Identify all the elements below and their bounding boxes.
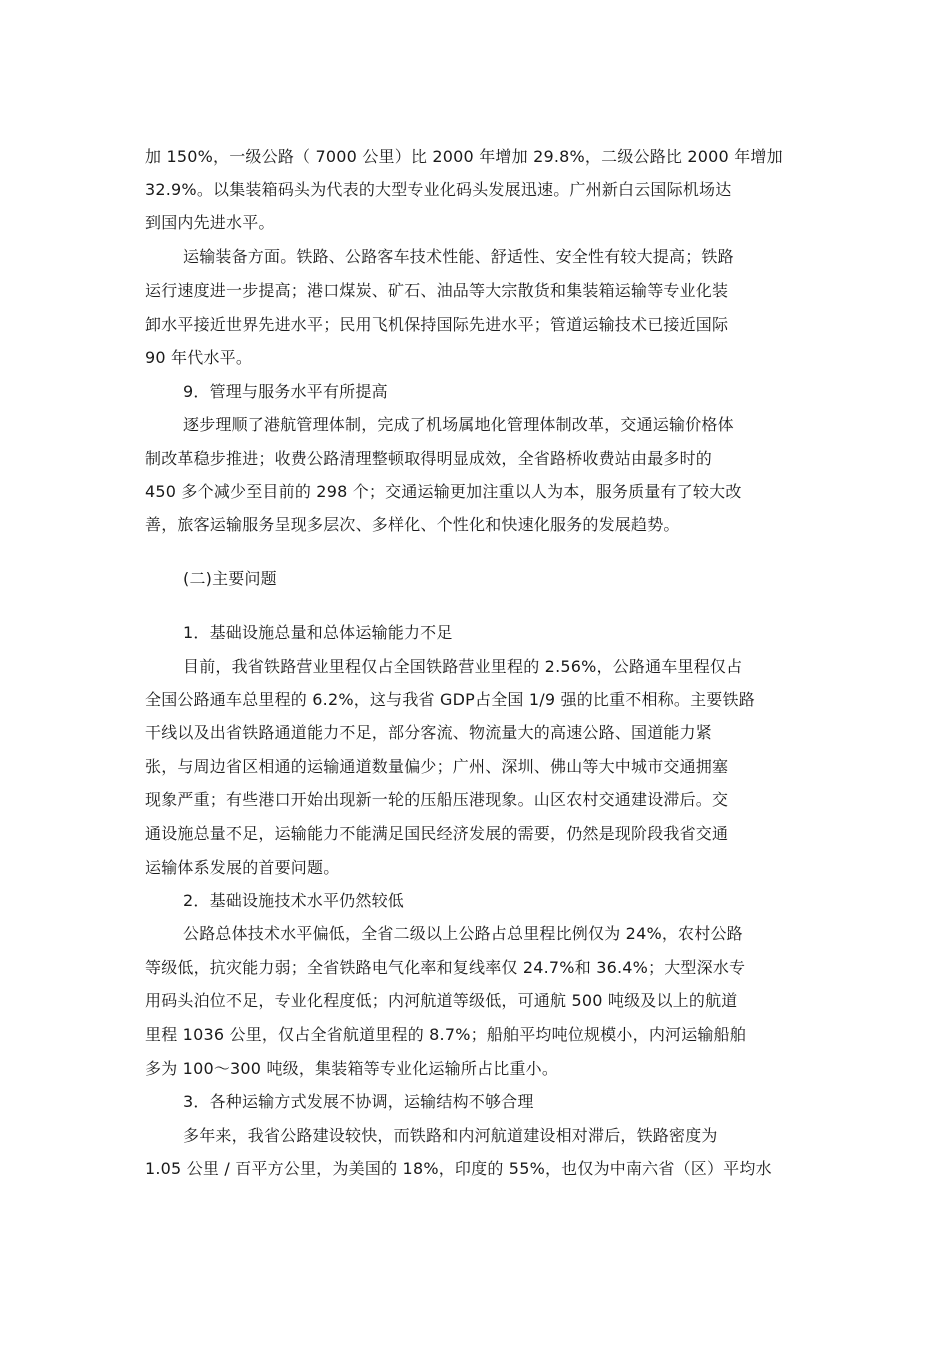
section-heading: 9．管理与服务水平有所提高 — [183, 382, 388, 401]
text-line: 加 150%，一级公路（ 7000 公里）比 2000 年增加 29.8%，二级公路比 2000 年增加 — [145, 147, 783, 166]
text-line: 目前，我省铁路营业里程仅占全国铁路营业里程的 2.56%，公路通车里程仅占 — [183, 657, 743, 676]
text-line: 运行速度进一步提高；港口煤炭、矿石、油品等大宗散货和集装箱运输等专业化装 — [145, 281, 729, 300]
text-line: 多为 100～300 吨级，集装箱等专业化运输所占比重小。 — [145, 1059, 559, 1078]
text-line: 公路总体技术水平偏低，全省二级以上公路占总里程比例仅为 24%，农村公路 — [183, 924, 743, 943]
text-line: 里程 1036 公里，仅占全省航道里程的 8.7%；船舶平均吨位规模小，内河运输船舶 — [145, 1025, 747, 1044]
text-line: 制改革稳步推进；收费公路清理整顿取得明显成效，全省路桥收费站由最多时的 — [145, 449, 713, 468]
text-line: 多年来，我省公路建设较快，而铁路和内河航道建设相对滞后，铁路密度为 — [183, 1126, 718, 1145]
text-line: 通设施总量不足，运输能力不能满足国民经济发展的需要，仍然是现阶段我省交通 — [145, 824, 729, 843]
text-line: 张，与周边省区相通的运输通道数量偏少；广州、深圳、佛山等大中城市交通拥塞 — [145, 757, 729, 776]
section-heading: 2．基础设施技术水平仍然较低 — [183, 891, 404, 910]
text-line: 1.05 公里 / 百平方公里，为美国的 18%，印度的 55%，也仅为中南六省（区）平均水 — [145, 1159, 772, 1178]
text-line: 卸水平接近世界先进水平；民用飞机保持国际先进水平；管道运输技术已接近国际 — [145, 315, 729, 334]
text-line: 用码头泊位不足，专业化程度低；内河航道等级低，可通航 500 吨级及以上的航道 — [145, 991, 738, 1010]
text-line: 32.9%。以集装箱码头为代表的大型专业化码头发展迅速。广州新白云国际机场达 — [145, 180, 732, 199]
section-heading: 3．各种运输方式发展不协调，运输结构不够合理 — [183, 1092, 534, 1111]
text-line: 450 多个减少至目前的 298 个；交通运输更加注重以人为本，服务质量有了较大改 — [145, 482, 742, 501]
text-line: 现象严重；有些港口开始出现新一轮的压船压港现象。山区农村交通建设滞后。交 — [145, 790, 729, 809]
text-line: 等级低，抗灾能力弱；全省铁路电气化率和复线率仅 24.7%和 36.4%；大型深水专 — [145, 958, 746, 977]
text-line: 90 年代水平。 — [145, 348, 253, 367]
text-line: 逐步理顺了港航管理体制，完成了机场属地化管理体制改革，交通运输价格体 — [183, 415, 734, 434]
section-heading: 1．基础设施总量和总体运输能力不足 — [183, 623, 453, 642]
text-line: 运输装备方面。铁路、公路客车技术性能、舒适性、安全性有较大提高；铁路 — [183, 247, 734, 266]
text-line: 全国公路通车总里程的 6.2%，这与我省 GDP占全国 1/9 强的比重不相称。主要铁路 — [145, 690, 755, 709]
text-line: 干线以及出省铁路通道能力不足，部分客流、物流量大的高速公路、国道能力紧 — [145, 723, 713, 742]
text-line: 到国内先进水平。 — [145, 213, 275, 232]
text-line: 运输体系发展的首要问题。 — [145, 858, 340, 877]
text-line: 善，旅客运输服务呈现多层次、多样化、个性化和快速化服务的发展趋势。 — [145, 515, 680, 534]
section-heading: (二)主要问题 — [183, 569, 277, 588]
